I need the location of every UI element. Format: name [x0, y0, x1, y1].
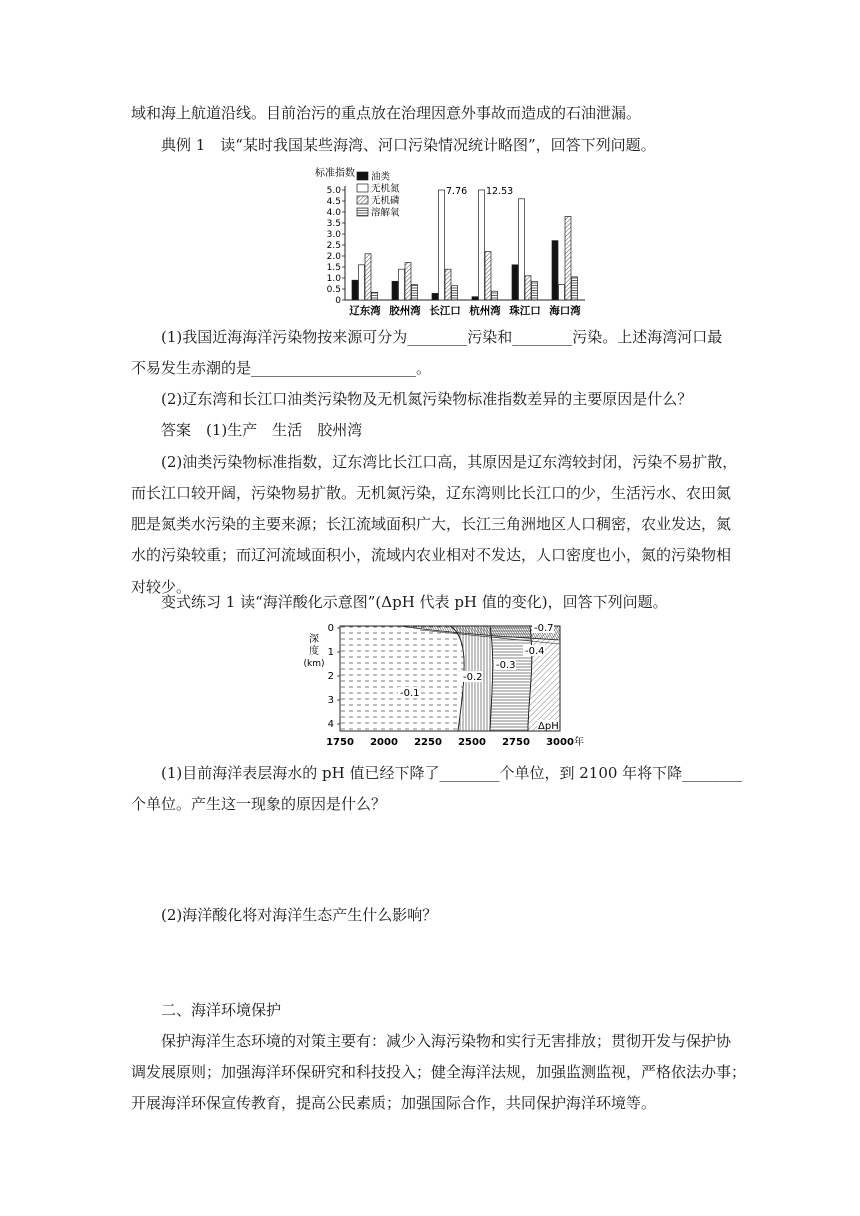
- y-tick-label: 4: [327, 719, 334, 730]
- exercise-heading: 变式练习 1 读“海洋酸化示意图”(ΔpH 代表 pH 值的变化)，回答下列问题。: [161, 593, 668, 611]
- y-tick-label: 2: [327, 671, 334, 682]
- answer-text: (2)油类污染物标准指数，辽东湾比长江口高，其原因是辽东湾较封闭，污染不易扩散，: [161, 453, 738, 471]
- section-text: 保护海洋生态环境的对策主要有：减少入海污染物和实行无害排放；贯彻开发与保护协: [161, 1032, 732, 1050]
- legend-swatch: [357, 208, 368, 216]
- bar: [365, 254, 371, 300]
- bar: [519, 199, 525, 300]
- question-1: (1)我国近海海洋污染物按来源可分为________污染和________污染。上述海湾河口最: [161, 328, 723, 346]
- x-tick-label: 2250: [414, 737, 442, 748]
- category-label: 杭州湾: [469, 305, 501, 317]
- bar: [352, 280, 358, 300]
- x-axis-title: 年: [574, 737, 584, 748]
- x-tick-label: 2000: [370, 737, 398, 748]
- legend-swatch: [357, 184, 368, 192]
- bar: [525, 276, 531, 300]
- contour-label: -0.2: [463, 672, 483, 683]
- y-axis-title: 标准指数: [315, 168, 355, 179]
- data-label: 7.76: [446, 186, 468, 197]
- contour-label: -0.3: [496, 660, 516, 671]
- bar: [479, 190, 485, 300]
- legend-swatch: [357, 172, 368, 180]
- y-tick-label: 0: [335, 296, 341, 306]
- bar: [372, 292, 378, 300]
- answer-text: 水的污染较重；而辽河流域面积小，流域内农业相对不发达，人口密度也小，氮的污染物相: [131, 546, 732, 564]
- x-tick-label: 2750: [502, 737, 530, 748]
- exercise-question-2: (2)海洋酸化将对海洋生态产生什么影响？: [161, 906, 438, 924]
- exercise-question-1: (1)目前海洋表层海水的 pH 值已经下降了________个单位，到 2100 年将下降________: [161, 764, 743, 782]
- region-minus-0-3-fill: [490, 626, 532, 731]
- paragraph-line: 域和海上航道沿线。目前治污的重点放在治理因意外事故而造成的石油泄漏。: [131, 104, 642, 122]
- y-tick-label: 1: [327, 647, 334, 658]
- bar: [472, 297, 478, 300]
- y-tick-label: 1.0: [326, 274, 341, 284]
- x-tick-label: 2500: [458, 737, 486, 748]
- bar: [552, 241, 558, 300]
- contour-label: -0.4: [525, 646, 545, 657]
- y-axis-title: (km): [303, 659, 325, 669]
- y-axis-title: 深: [309, 634, 319, 645]
- bar: [559, 285, 565, 300]
- y-tick-label: 0: [327, 623, 334, 634]
- answer-label: 答案 (1)生产 生活 胶州湾: [161, 421, 363, 439]
- y-tick-label: 2.0: [326, 252, 341, 262]
- bar: [432, 293, 438, 300]
- section-text: 调发展原则；加强海洋环保研究和科技投入；健全海洋法规，加强监测监视，严格依法办事；: [131, 1063, 747, 1081]
- region-minus-0-4-fill: [528, 626, 560, 731]
- example-heading: 典例 1 读“某时我国某些海湾、河口污染情况统计略图”，回答下列问题。: [161, 136, 656, 154]
- answer-text: 对较少。: [131, 578, 192, 596]
- legend-label: ΔpH: [538, 721, 559, 732]
- bar: [445, 269, 451, 300]
- bar: [572, 277, 578, 300]
- x-tick-label: 3000: [546, 737, 574, 748]
- exercise-question-1-cont: 个单位。产生这一现象的原因是什么？: [131, 795, 387, 813]
- y-tick-label: 0.5: [326, 285, 341, 295]
- contour-label: -0.7: [534, 623, 554, 634]
- bar: [399, 269, 405, 300]
- answer-text: 而长江口较开阔，污染物易扩散。无机氮污染，辽东湾则比长江口的少，生活污水、农田氮: [131, 484, 732, 502]
- category-label: 海口湾: [549, 305, 581, 317]
- bar: [405, 263, 411, 300]
- bar: [532, 281, 538, 300]
- category-label: 辽东湾: [349, 305, 381, 317]
- bar: [452, 286, 458, 300]
- bar: [492, 291, 498, 300]
- question-1-cont: 不易发生赤潮的是______________________。: [131, 359, 432, 377]
- bar: [392, 281, 398, 300]
- contour-label: -0.1: [400, 688, 420, 699]
- legend-label: 无机磷: [371, 195, 400, 207]
- y-tick-label: 5.0: [326, 186, 341, 196]
- bar: [512, 265, 518, 300]
- y-tick-label: 3: [327, 695, 334, 706]
- ocean-acidification-diagram: [300, 618, 600, 748]
- bar: [359, 265, 365, 300]
- section-text: 开展海洋环保宣传教育，提高公民素质；加强国际合作，共同保护海洋环境等。: [131, 1094, 657, 1112]
- legend-swatch: [357, 196, 368, 204]
- y-tick-label: 1.5: [326, 263, 341, 273]
- legend-label: 油类: [371, 171, 391, 183]
- y-tick-label: 3.0: [326, 230, 341, 240]
- legend-label: 无机氮: [371, 183, 400, 195]
- category-label: 长江口: [429, 305, 461, 317]
- y-axis-title: 度: [309, 646, 319, 657]
- legend-label: 溶解氧: [371, 207, 400, 219]
- question-2: (2)辽东湾和长江口油类污染物及无机氮污染物标准指数差异的主要原因是什么？: [161, 390, 693, 408]
- category-label: 胶州湾: [389, 305, 421, 317]
- y-tick-label: 3.5: [326, 219, 341, 229]
- y-tick-label: 4.5: [326, 197, 341, 207]
- y-tick-label: 2.5: [326, 241, 341, 251]
- answer-text: 肥是氮类水污染的主要来源；长江流域面积广大，长江三角洲地区人口稠密，农业发达，氮: [131, 515, 732, 533]
- data-label: 12.53: [486, 186, 514, 197]
- section-heading: 二、海洋环境保护: [161, 1001, 282, 1019]
- bar: [485, 252, 491, 300]
- bar: [439, 190, 445, 300]
- category-label: 珠江口: [509, 305, 541, 317]
- y-tick-label: 4.0: [326, 208, 341, 218]
- x-tick-label: 1750: [326, 737, 354, 748]
- pollution-bar-chart: [313, 162, 593, 322]
- bar: [412, 285, 418, 300]
- bar: [565, 216, 571, 300]
